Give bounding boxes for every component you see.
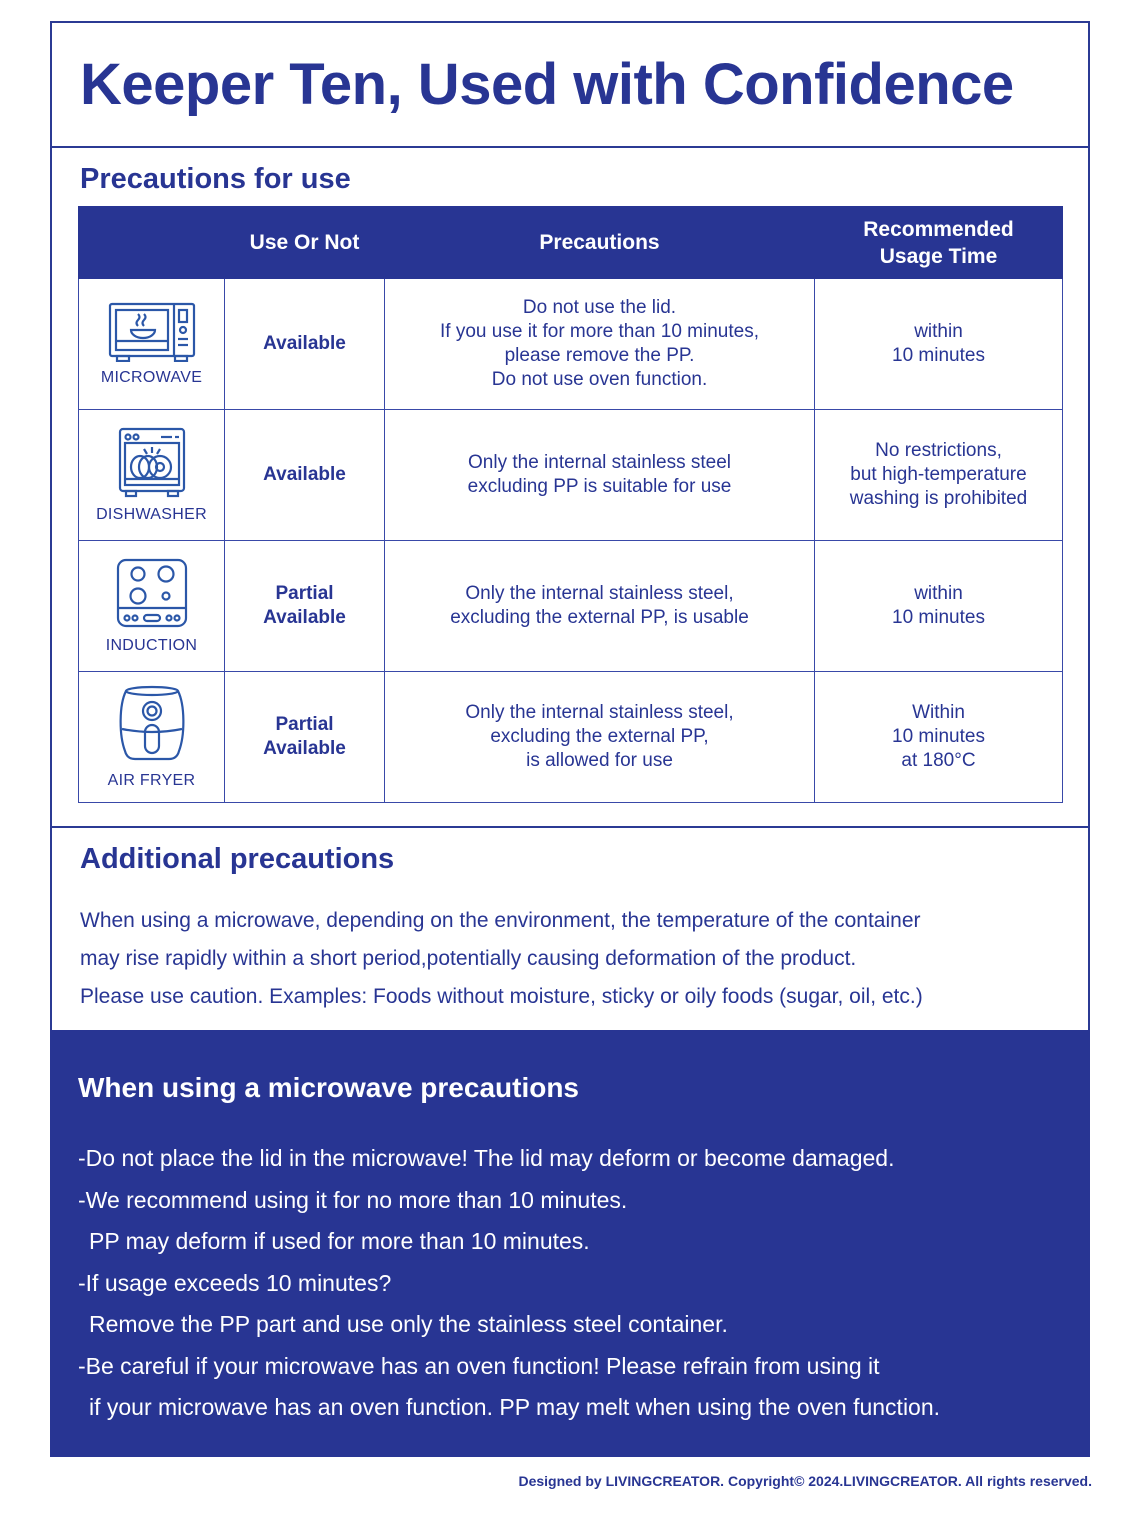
appliance-label: DISHWASHER <box>96 506 207 523</box>
table-row-microwave <box>79 279 1063 410</box>
precautions-text: Only the internal stainless steel, excluding the external PP, is allowed for use <box>385 672 815 803</box>
list-item: -Be careful if your microwave has an oven function! Please refrain from using it <box>78 1352 880 1379</box>
usage-time: Within 10 minutes at 180°C <box>815 672 1063 803</box>
microwave-icon <box>79 302 224 362</box>
appliance-cell <box>79 672 225 803</box>
use-status: Partial Available <box>225 541 385 672</box>
precautions-for-use-heading: Precautions for use <box>80 163 351 195</box>
appliance-label: MICROWAVE <box>100 369 203 386</box>
table-row-dishwasher <box>79 410 1063 541</box>
paragraph-line: When using a microwave, depending on the environment, the temperature of the container <box>80 909 921 932</box>
column-header-precautions: Precautions <box>385 207 815 279</box>
list-item-continuation: if your microwave has an oven function. PP may melt when using the oven function. <box>89 1394 941 1420</box>
column-header-appliance <box>79 207 225 279</box>
appliance-label: AIR FRYER <box>107 772 196 789</box>
precautions-table <box>78 206 1063 803</box>
usage-time: within 10 minutes <box>815 279 1063 410</box>
use-status: Available <box>225 410 385 541</box>
appliance-label: INDUCTION <box>105 637 198 654</box>
usage-time: No restrictions, but high-temperature washing is prohibited <box>815 410 1063 541</box>
section-divider <box>52 826 1088 828</box>
precautions-text: Only the internal stainless steel excluding PP is suitable for use <box>385 410 815 541</box>
list-item-continuation: Remove the PP part and use only the stainless steel container. <box>89 1311 728 1337</box>
appliance-cell <box>79 541 225 672</box>
additional-precautions-heading: Additional precautions <box>80 843 395 875</box>
list-item: -We recommend using it for no more than 10 minutes. <box>78 1186 628 1213</box>
table-row-air-fryer <box>79 672 1063 803</box>
paragraph-line: may rise rapidly within a short period,potentially causing deformation of the product. <box>80 947 857 970</box>
air-fryer-icon <box>79 685 224 765</box>
additional-precautions-text <box>80 902 1070 1016</box>
microwave-precautions-list <box>78 1138 1068 1429</box>
table-header-row <box>79 207 1063 279</box>
document-frame <box>50 21 1090 1455</box>
list-item: -If usage exceeds 10 minutes? <box>78 1269 392 1296</box>
usage-time: within 10 minutes <box>815 541 1063 672</box>
microwave-precautions-heading: When using a microwave precautions <box>78 1072 580 1103</box>
table-row-induction <box>79 541 1063 672</box>
title-bar <box>52 23 1088 148</box>
list-item: -Do not place the lid in the microwave! The lid may deform or become damaged. <box>78 1145 895 1171</box>
column-header-use: Use Or Not <box>225 207 385 279</box>
copyright-footer: Designed by LIVINGCREATOR. Copyright© 2024.LIVINGCREATOR. All rights reserved. <box>518 1473 1092 1489</box>
dishwasher-icon <box>79 427 224 499</box>
appliance-cell <box>79 410 225 541</box>
appliance-cell <box>79 279 225 410</box>
column-header-time: Recommended Usage Time <box>815 207 1063 279</box>
paragraph-line: Please use caution. Examples: Foods without moisture, sticky or oily foods (sugar, oil, etc.) <box>80 985 923 1008</box>
precautions-text: Only the internal stainless steel, excluding the external PP, is usable <box>385 541 815 672</box>
use-status: Available <box>225 279 385 410</box>
use-status: Partial Available <box>225 672 385 803</box>
page-title: Keeper Ten, Used with Confidence <box>80 52 1014 117</box>
microwave-precautions-panel <box>50 1030 1090 1457</box>
induction-icon <box>79 558 224 630</box>
precautions-text: Do not use the lid. If you use it for more than 10 minutes, please remove the PP. Do not use oven function. <box>385 279 815 410</box>
list-item-continuation: PP may deform if used for more than 10 minutes. <box>89 1228 590 1254</box>
